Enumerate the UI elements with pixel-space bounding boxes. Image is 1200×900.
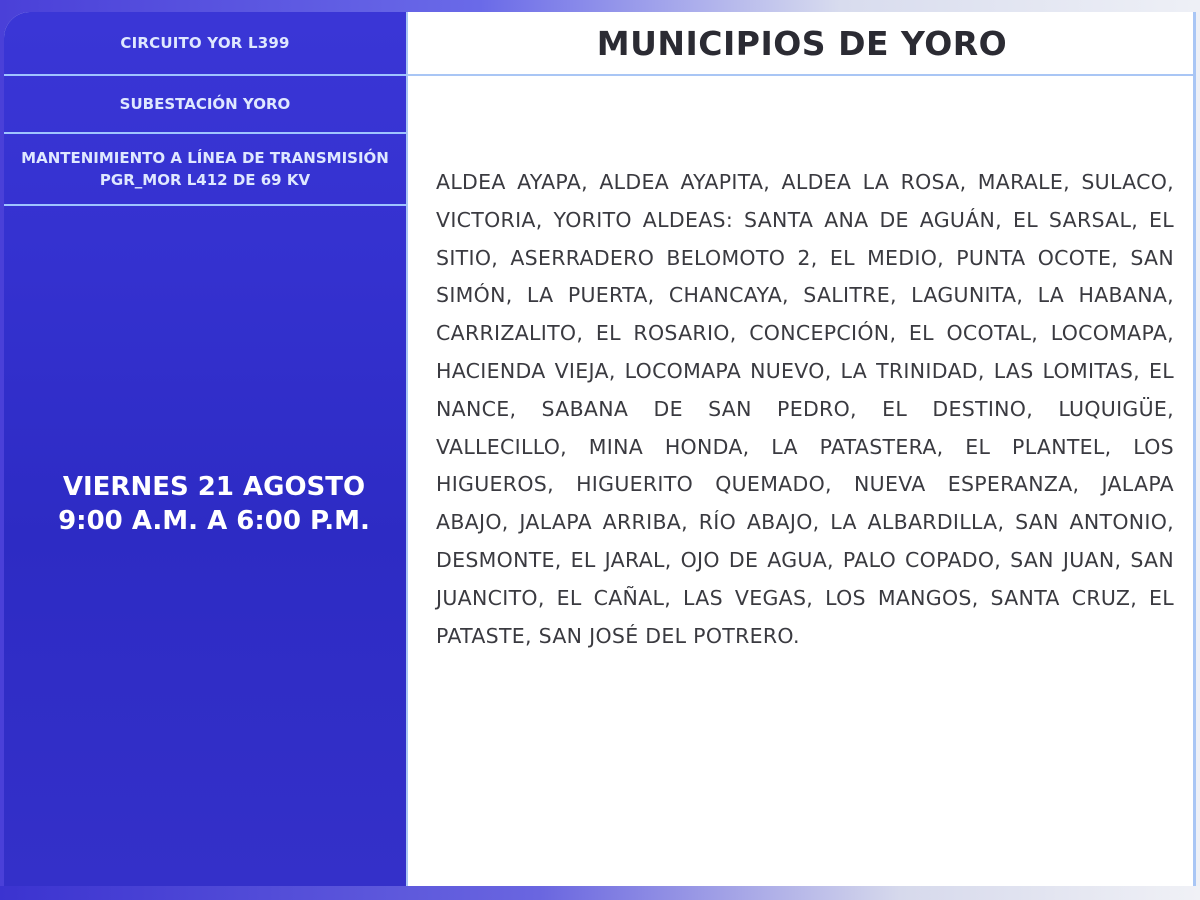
divider (4, 204, 406, 206)
page-title: MUNICIPIOS DE YORO (596, 23, 1008, 63)
substation-label: SUBESTACIÓN YORO (119, 95, 291, 113)
circuit-label: CIRCUITO YOR L399 (120, 34, 290, 52)
schedule-date: VIERNES 21 AGOSTO (62, 472, 366, 502)
schedule-block (4, 470, 424, 538)
schedule-time: 9:00 A.M. A 6:00 P.M. (58, 506, 370, 536)
maintenance-description: MANTENIMIENTO A LÍNEA DE TRANSMISIÓN PGR_MOR L412 DE 69 KV (21, 149, 389, 189)
left-info-panel (4, 12, 406, 886)
bottom-banner-strip (0, 886, 1200, 900)
title-divider (408, 74, 1196, 76)
localities-list: ALDEA AYAPA, ALDEA AYAPITA, ALDEA LA ROSA, MARALE, SULACO, VICTORIA, YORITO ALDEAS: SANTA ANA DE AGUÁN, EL SARSAL, EL SITIO, ASERRADERO BELOMOTO 2, EL MEDIO, PUNTA OCOTE, SAN SIMÓN, LA PUERTA, CHANCAYA, SALITRE, LAGUNITA, LA HABANA, CARRIZALITO, EL ROSARIO, CONCEPCIÓN, EL OCOTAL, LOCOMAPA, HACIENDA VIEJA, LOCOMAPA NUEVO, LA TRINIDAD, LAS LOMITAS, EL NANCE, SABANA DE SAN PEDRO, EL DESTINO, LUQUIGÜE, VALLECILLO, MINA HONDA, LA PATASTERA, EL PLANTEL, LOS HIGUEROS, HIGUERITO QUEMADO, NUEVA ESPERANZA, JALAPA ABAJO, JALAPA ARRIBA, RÍO ABAJO, LA ALBARDILLA, SAN ANTONIO, DESMONTE, EL JARAL, OJO DE AGUA, PALO COPADO, SAN JUAN, SAN JUANCITO, EL CAÑAL, LAS VEGAS, LOS MANGOS, SANTA CRUZ, EL PATASTE, SAN JOSÉ DEL POTRERO. (436, 170, 1174, 648)
right-content-panel (408, 12, 1196, 886)
right-border (1193, 12, 1196, 886)
announcement-card (4, 12, 1196, 886)
